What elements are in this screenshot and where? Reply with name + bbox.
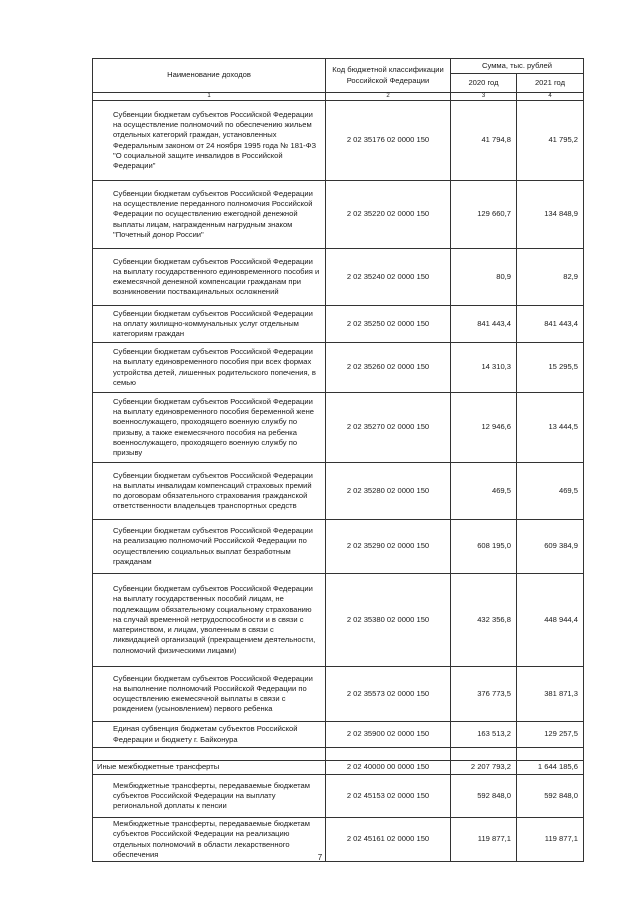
row-2021: 134 848,9 [517, 181, 584, 249]
index-4: 4 [517, 93, 584, 101]
index-3: 3 [451, 93, 517, 101]
table-row [93, 761, 584, 775]
row-name: Субвенции бюджетам субъектов Российской Федерации на осуществление переданного полномочия Российской Федерации по осуществлению ежегодной денежной выплаты лицам, награжденным нагрудным знаком "Почетный донор России" [93, 181, 326, 249]
row-2020: 469,5 [451, 463, 517, 520]
row-code: 2 02 40000 00 0000 150 [326, 761, 451, 775]
table-row [93, 722, 584, 748]
row-code: 2 02 45153 02 0000 150 [326, 775, 451, 818]
table-row [93, 101, 584, 181]
row-2021: 381 871,3 [517, 667, 584, 722]
row-2021: 841 443,4 [517, 306, 584, 343]
row-name: Субвенции бюджетам субъектов Российской Федерации на выплату государственных пособий лицам, не подлежащим обязательному социальному страхованию на случай временной нетрудоспособности и в связи с материнством, и лицам, уволенным в связи с ликвидацией организаций (прекращением деятельности, полномочий физическими лицами) [93, 574, 326, 667]
row-name: Субвенции бюджетам субъектов Российской Федерации на осуществление полномочий по обеспечению жильем отдельных категорий граждан, установленных Федеральным законом от 24 ноября 1995 года № 181-ФЗ "О социальной защите инвалидов в Российской Федерации" [93, 101, 326, 181]
row-2021: 41 795,2 [517, 101, 584, 181]
header-2020: 2020 год [451, 74, 517, 93]
table-row [93, 574, 584, 667]
table-row [93, 520, 584, 574]
row-2021: 129 257,5 [517, 722, 584, 748]
row-code: 2 02 35290 02 0000 150 [326, 520, 451, 574]
row-2020: 2 207 793,2 [451, 761, 517, 775]
row-code: 2 02 35260 02 0000 150 [326, 343, 451, 393]
table-row [93, 343, 584, 393]
row-code: 2 02 45161 02 0000 150 [326, 818, 451, 862]
row-2020: 841 443,4 [451, 306, 517, 343]
row-name: Единая субвенция бюджетам субъектов Российской Федерации и бюджету г. Байконура [93, 722, 326, 748]
row-2021: 592 848,0 [517, 775, 584, 818]
row-2021: 15 295,5 [517, 343, 584, 393]
revenue-table [92, 58, 584, 862]
row-code: 2 02 35270 02 0000 150 [326, 393, 451, 463]
row-code: 2 02 35240 02 0000 150 [326, 249, 451, 306]
row-2020: 163 513,2 [451, 722, 517, 748]
row-2020: 119 877,1 [451, 818, 517, 862]
row-name: Субвенции бюджетам субъектов Российской Федерации на реализацию полномочий Российской Федерации по осуществлению социальных выплат безработным гражданам [93, 520, 326, 574]
row-name: Межбюджетные трансферты, передаваемые бюджетам субъектов Российской Федерации на выплату региональной доплаты к пенсии [93, 775, 326, 818]
row-code: 2 02 35280 02 0000 150 [326, 463, 451, 520]
row-2021: 119 877,1 [517, 818, 584, 862]
row-name: Субвенции бюджетам субъектов Российской Федерации на выполнение полномочий Российской Федерации по осуществлению ежемесячной выплаты в связи с рождением (усыновлением) первого ребенка [93, 667, 326, 722]
table-row [93, 249, 584, 306]
row-2020: 608 195,0 [451, 520, 517, 574]
table-row [93, 667, 584, 722]
row-code: 2 02 35220 02 0000 150 [326, 181, 451, 249]
row-code: 2 02 35380 02 0000 150 [326, 574, 451, 667]
row-2020: 592 848,0 [451, 775, 517, 818]
table-row [93, 181, 584, 249]
header-name: Наименование доходов [93, 59, 326, 93]
row-2020: 129 660,7 [451, 181, 517, 249]
row-code: 2 02 35900 02 0000 150 [326, 722, 451, 748]
row-2020: 432 356,8 [451, 574, 517, 667]
row-name: Иные межбюджетные трансферты [93, 761, 326, 775]
index-2: 2 [326, 93, 451, 101]
row-2020: 14 310,3 [451, 343, 517, 393]
table-row [93, 393, 584, 463]
row-2020: 376 773,5 [451, 667, 517, 722]
row-2021: 82,9 [517, 249, 584, 306]
row-code: 2 02 35250 02 0000 150 [326, 306, 451, 343]
row-code: 2 02 35176 02 0000 150 [326, 101, 451, 181]
table-row [93, 775, 584, 818]
row-2021: 469,5 [517, 463, 584, 520]
row-name: Субвенции бюджетам субъектов Российской Федерации на оплату жилищно-коммунальных услуг отдельным категориям граждан [93, 306, 326, 343]
table-spacer-row [93, 748, 584, 761]
page-number: 7 [317, 853, 323, 862]
header-2021: 2021 год [517, 74, 584, 93]
header-code: Код бюджетной классификации Российской Федерации [326, 59, 451, 93]
row-2020: 12 946,6 [451, 393, 517, 463]
table-row [93, 306, 584, 343]
row-2021: 609 384,9 [517, 520, 584, 574]
row-name: Субвенции бюджетам субъектов Российской Федерации на выплату единовременного пособия беременной жене военнослужащего, проходящего военную службу по призыву, а также ежемесячного пособия на ребенка военнослужащего, проходящего военную службу по призыву [93, 393, 326, 463]
row-2021: 13 444,5 [517, 393, 584, 463]
row-code: 2 02 35573 02 0000 150 [326, 667, 451, 722]
header-sum: Сумма, тыс. рублей [451, 59, 584, 74]
row-2021: 1 644 185,6 [517, 761, 584, 775]
row-name: Межбюджетные трансферты, передаваемые бюджетам субъектов Российской Федерации на реализацию отдельных полномочий в области лекарственного обеспечения [93, 818, 326, 862]
table-row [93, 463, 584, 520]
row-2020: 80,9 [451, 249, 517, 306]
row-name: Субвенции бюджетам субъектов Российской Федерации на выплату единовременного пособия при всех формах устройства детей, лишенных родительского попечения, в семью [93, 343, 326, 393]
row-2020: 41 794,8 [451, 101, 517, 181]
index-1: 1 [93, 93, 326, 101]
row-2021: 448 944,4 [517, 574, 584, 667]
row-name: Субвенции бюджетам субъектов Российской Федерации на выплаты инвалидам компенсаций страховых премий по договорам обязательного страхования гражданской ответственности владельцев транспортных средств [93, 463, 326, 520]
row-name: Субвенции бюджетам субъектов Российской Федерации на выплату государственного единовременного пособия и ежемесячной денежной компенсации гражданам при возникновении поствакцинальных осложнений [93, 249, 326, 306]
